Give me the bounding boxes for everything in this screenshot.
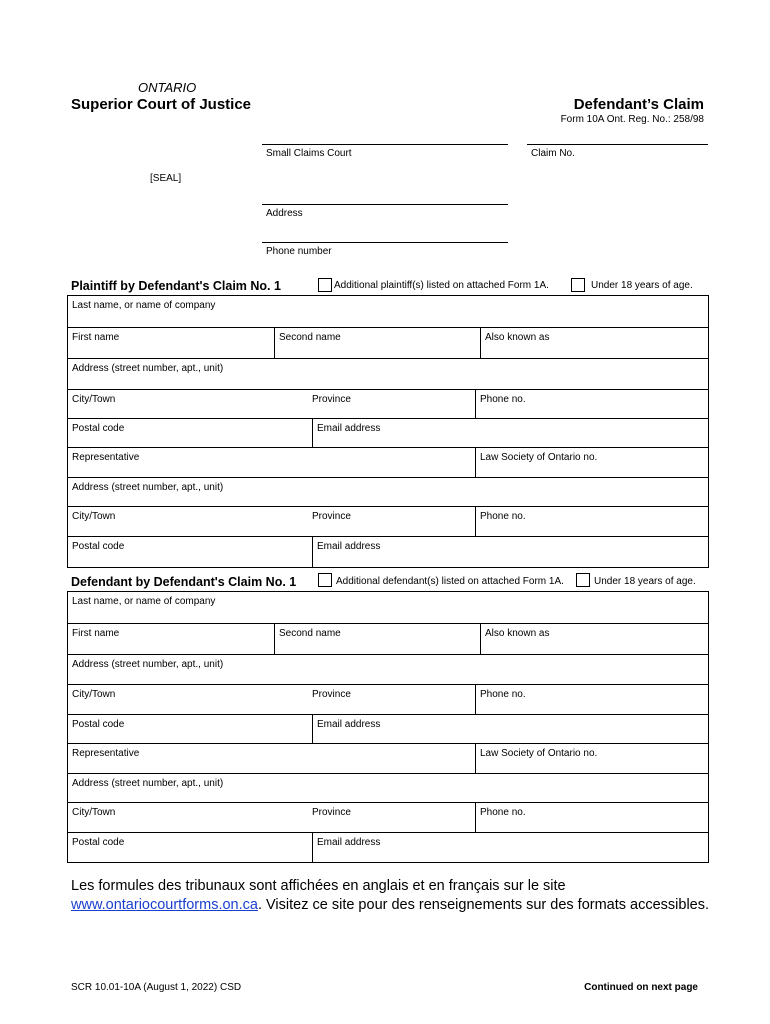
rep-phone-field[interactable] xyxy=(475,507,708,536)
representative-label: Representative xyxy=(72,748,140,759)
last-name-label: Last name, or name of company xyxy=(72,596,216,607)
representative-field[interactable] xyxy=(68,448,475,477)
email-label: Email address xyxy=(317,423,381,434)
def-rep-province-field[interactable] xyxy=(308,803,480,832)
city-field[interactable] xyxy=(68,390,308,418)
plaintiff-under18-checkbox[interactable] xyxy=(571,278,585,292)
representative-label: Representative xyxy=(72,452,140,463)
address-label: Address (street number, apt., unit) xyxy=(72,363,224,374)
also-known-as-field[interactable] xyxy=(480,328,708,358)
defendant-under18-checkbox[interactable] xyxy=(576,573,590,587)
postal-code-label: Postal code xyxy=(72,719,125,730)
def-city-field[interactable] xyxy=(68,685,308,714)
def-province-field[interactable] xyxy=(308,685,480,714)
court-phone-field[interactable] xyxy=(262,242,508,243)
rep-province-label: Province xyxy=(312,511,351,522)
defendant-under18-label: Under 18 years of age. xyxy=(594,576,696,587)
language-notice xyxy=(71,877,709,915)
rep-postal-code-label: Postal code xyxy=(72,541,125,552)
province-label: Province xyxy=(312,689,351,700)
province-label: Province xyxy=(312,394,351,405)
claim-no-field[interactable] xyxy=(527,144,708,145)
def-phone-field[interactable] xyxy=(475,685,708,714)
address-field[interactable] xyxy=(68,359,708,389)
postal-code-label: Postal code xyxy=(72,423,125,434)
plaintiff-section-title: Plaintiff by Defendant's Claim No. 1 xyxy=(71,279,281,293)
def-rep-postal-code-field[interactable] xyxy=(68,833,312,862)
notice-line1: Les formules des tribunaux sont affichées en anglais et en français sur le site xyxy=(71,878,566,894)
court-address-label: Address xyxy=(266,208,303,219)
rep-postal-row xyxy=(68,833,708,862)
rep-postal-code-field[interactable] xyxy=(68,537,312,567)
additional-defendants-checkbox[interactable] xyxy=(318,573,332,587)
address-label: Address (street number, apt., unit) xyxy=(72,659,224,670)
second-name-field[interactable] xyxy=(274,328,480,358)
phone-field[interactable] xyxy=(475,390,708,418)
form-title: Defendant’s Claim xyxy=(573,96,704,113)
rep-email-label: Email address xyxy=(317,541,381,552)
also-known-as-label: Also known as xyxy=(485,628,550,639)
def-rep-phone-field[interactable] xyxy=(475,803,708,832)
def-email-field[interactable] xyxy=(312,715,708,743)
rep-email-label: Email address xyxy=(317,837,381,848)
postal-code-field[interactable] xyxy=(68,419,312,447)
address-row xyxy=(68,359,708,390)
def-law-society-field[interactable] xyxy=(475,744,708,773)
postal-row xyxy=(68,715,708,744)
law-society-field[interactable] xyxy=(475,448,708,477)
def-representative-field[interactable] xyxy=(68,744,475,773)
seal-label: [SEAL] xyxy=(150,173,182,184)
additional-defendants-label: Additional defendant(s) listed on attached Form 1A. xyxy=(336,576,564,587)
def-address-field[interactable] xyxy=(68,655,708,684)
phone-label: Phone no. xyxy=(480,394,526,405)
rep-province-label: Province xyxy=(312,807,351,818)
law-society-label: Law Society of Ontario no. xyxy=(480,748,598,759)
address-row xyxy=(68,655,708,685)
def-first-name-field[interactable] xyxy=(68,624,274,654)
postal-row xyxy=(68,419,708,448)
city-row xyxy=(68,390,708,419)
city-label: City/Town xyxy=(72,689,116,700)
province-label: ONTARIO xyxy=(138,80,197,95)
phone-label: Phone no. xyxy=(480,689,526,700)
def-second-name-field[interactable] xyxy=(274,624,480,654)
rep-address-row xyxy=(68,478,708,507)
email-label: Email address xyxy=(317,719,381,730)
def-postal-code-field[interactable] xyxy=(68,715,312,743)
rep-city-label: City/Town xyxy=(72,807,116,818)
rep-email-field[interactable] xyxy=(312,537,708,567)
city-label: City/Town xyxy=(72,394,116,405)
first-name-label: First name xyxy=(72,628,120,639)
def-rep-email-field[interactable] xyxy=(312,833,708,862)
last-name-field[interactable] xyxy=(68,296,708,327)
rep-city-label: City/Town xyxy=(72,511,116,522)
court-forms-link[interactable]: www.ontariocourtforms.on.ca xyxy=(71,897,258,913)
first-name-label: First name xyxy=(72,332,120,343)
rep-address-field[interactable] xyxy=(68,478,708,506)
claim-no-label: Claim No. xyxy=(531,148,575,159)
def-rep-address-field[interactable] xyxy=(68,774,708,802)
continued-notice: Continued on next page xyxy=(584,982,698,993)
rep-phone-label: Phone no. xyxy=(480,807,526,818)
city-row xyxy=(68,685,708,715)
rep-address-row xyxy=(68,774,708,803)
plaintiff-under18-label: Under 18 years of age. xyxy=(591,280,693,291)
last-name-row xyxy=(68,592,708,624)
last-name-label: Last name, or name of company xyxy=(72,300,216,311)
form-code: SCR 10.01-10A (August 1, 2022) CSD xyxy=(71,982,242,993)
def-rep-city-field[interactable] xyxy=(68,803,308,832)
rep-city-row xyxy=(68,507,708,537)
rep-phone-label: Phone no. xyxy=(480,511,526,522)
def-also-known-as-field[interactable] xyxy=(480,624,708,654)
email-field[interactable] xyxy=(312,419,708,447)
rep-postal-row xyxy=(68,537,708,567)
defendant-form-table xyxy=(67,591,709,863)
rep-address-label: Address (street number, apt., unit) xyxy=(72,482,224,493)
rep-address-label: Address (street number, apt., unit) xyxy=(72,778,224,789)
small-claims-court-label: Small Claims Court xyxy=(266,148,352,159)
first-name-field[interactable] xyxy=(68,328,274,358)
additional-plaintiffs-checkbox[interactable] xyxy=(318,278,332,292)
form-number: Form 10A Ont. Reg. No.: 258/98 xyxy=(560,114,704,125)
defendant-section-title: Defendant by Defendant's Claim No. 1 xyxy=(71,575,297,589)
also-known-as-label: Also known as xyxy=(485,332,550,343)
second-name-label: Second name xyxy=(279,628,341,639)
court-address-field[interactable] xyxy=(262,204,508,205)
representative-row xyxy=(68,448,708,478)
def-last-name-field[interactable] xyxy=(68,592,708,623)
province-field[interactable] xyxy=(308,390,480,418)
court-phone-label: Phone number xyxy=(266,246,332,257)
representative-row xyxy=(68,744,708,774)
court-name: Superior Court of Justice xyxy=(71,96,252,113)
name-row xyxy=(68,624,708,655)
rep-postal-code-label: Postal code xyxy=(72,837,125,848)
rep-city-row xyxy=(68,803,708,833)
law-society-label: Law Society of Ontario no. xyxy=(480,452,598,463)
name-row xyxy=(68,328,708,359)
second-name-label: Second name xyxy=(279,332,341,343)
last-name-row xyxy=(68,296,708,328)
rep-city-field[interactable] xyxy=(68,507,308,536)
small-claims-court-field[interactable] xyxy=(262,144,508,145)
additional-plaintiffs-label: Additional plaintiff(s) listed on attached Form 1A. xyxy=(334,280,549,291)
notice-line2: . Visitez ce site pour des renseignements sur des formats accessibles. xyxy=(257,897,710,913)
rep-province-field[interactable] xyxy=(308,507,480,536)
plaintiff-form-table xyxy=(67,295,709,568)
